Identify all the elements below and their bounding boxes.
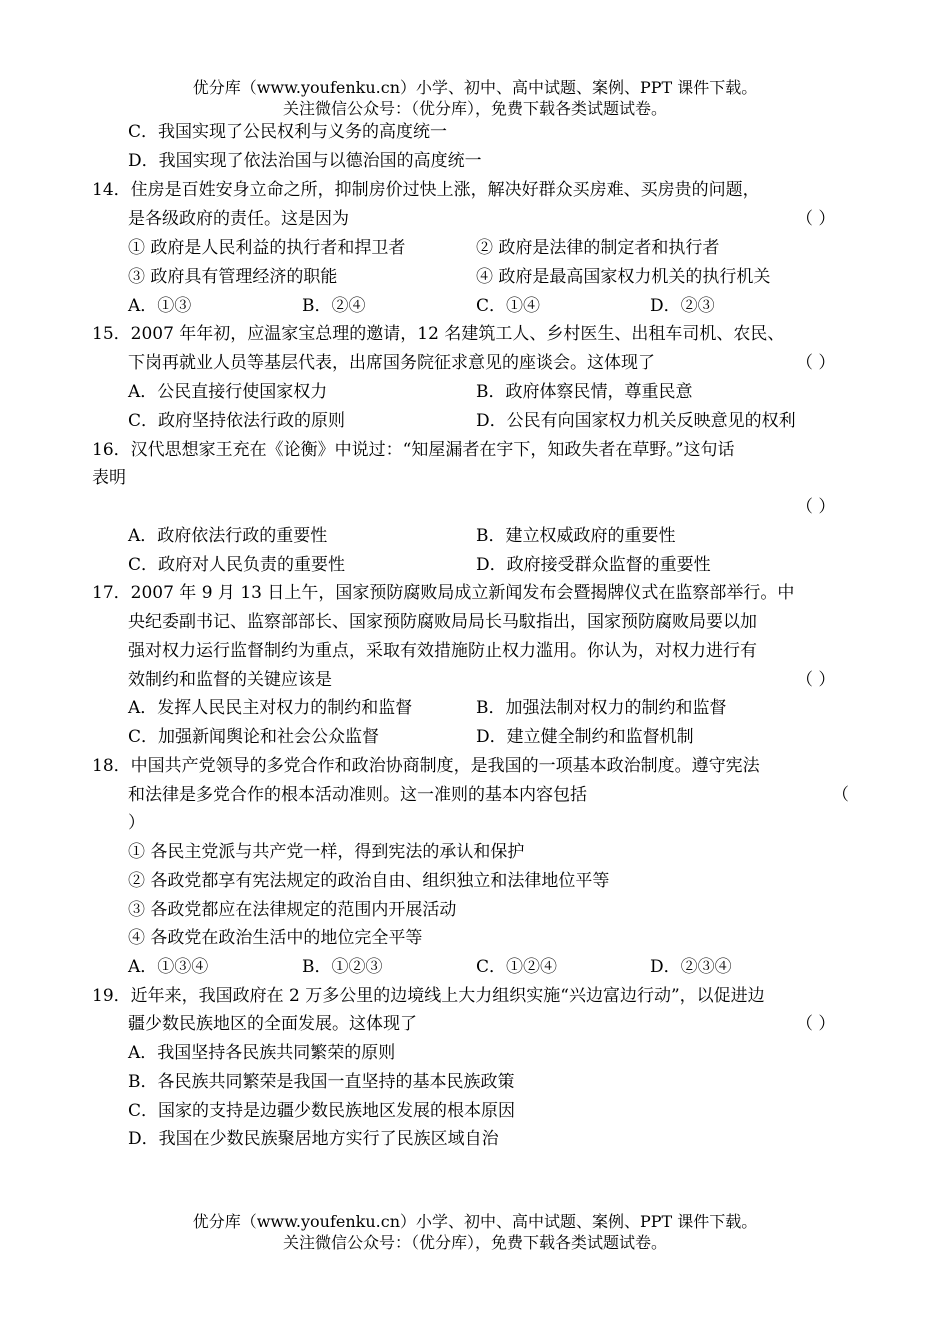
q18-option-c: C．①②④ bbox=[476, 957, 558, 977]
q19-option-c: C．国家的支持是边疆少数民族地区发展的根本原因 bbox=[128, 1101, 516, 1121]
q15-option-c: C．政府坚持依法行政的原则 bbox=[128, 411, 346, 431]
q18-option-a: A．①③④ bbox=[128, 957, 209, 977]
q18-option-b: B．①②③ bbox=[302, 957, 383, 977]
footer-line-1: 优分库（www.youfenku.cn）小学、初中、高中试题、案例、PPT 课件下载。 bbox=[192, 1212, 758, 1231]
q18-stem-line-2: 和法律是多党合作的根本活动准则。这一准则的基本内容包括 bbox=[128, 785, 587, 805]
q18-statement-2: ② 各政党都享有宪法规定的政治自由、组织独立和法律地位平等 bbox=[128, 871, 610, 891]
q15-stem-line-1: 15．2007 年年初，应温家宝总理的邀请，12 名建筑工人、乡村医生、出租车司机、农民、 bbox=[92, 324, 785, 344]
footer-line-2: 关注微信公众号：（优分库），免费下载各类试题试卷。 bbox=[282, 1233, 667, 1252]
q14-option-b: B．②④ bbox=[302, 296, 366, 316]
q15-option-d: D．公民有向国家权力机关反映意见的权利 bbox=[476, 411, 796, 431]
q16-stem-line-1: 16．汉代思想家王充在《论衡》中说过：“知屋漏者在宇下，知政失者在草野。”这句话 bbox=[92, 440, 735, 460]
q14-stem-line-1: 14．住房是百姓安身立命之所，抑制房价过快上涨，解决好群众买房难、买房贵的问题， bbox=[92, 180, 760, 200]
q17-stem-line-2: 央纪委副书记、监察部部长、国家预防腐败局局长马馼指出，国家预防腐败局要以加 bbox=[128, 612, 757, 632]
q16-answer-paren: （ ） bbox=[796, 497, 836, 517]
q18-statement-3: ③ 各政党都应在法律规定的范围内开展活动 bbox=[128, 900, 457, 920]
q19-option-a: A．我国坚持各民族共同繁荣的原则 bbox=[128, 1043, 396, 1063]
q19-stem-line-1: 19．近年来，我国政府在 2 万多公里的边境线上大力组织实施“兴边富边行动”，以促进边 bbox=[92, 986, 765, 1006]
q17-stem-line-1: 17．2007 年 9 月 13 日上午，国家预防腐败局成立新闻发布会暨揭牌仪式在监察部举行。中 bbox=[92, 583, 795, 603]
header-line-2: 关注微信公众号：（优分库），免费下载各类试题试卷。 bbox=[282, 99, 667, 118]
q14-statement-4: ④ 政府是最高国家权力机关的执行机关 bbox=[476, 267, 771, 287]
q18-statement-1: ① 各民主党派与共产党一样，得到宪法的承认和保护 bbox=[128, 842, 525, 862]
q17-stem-line-3: 强对权力运行监督制约为重点，采取有效措施防止权力滥用。你认为，对权力进行有 bbox=[128, 641, 757, 661]
q14-option-d: D．②③ bbox=[650, 296, 715, 316]
q17-option-d: D．建立健全制约和监督机制 bbox=[476, 727, 694, 747]
q17-answer-paren: （ ） bbox=[796, 670, 836, 690]
q19-stem-line-2: 疆少数民族地区的全面发展。这体现了 bbox=[128, 1014, 417, 1034]
q14-option-c: C．①④ bbox=[476, 296, 541, 316]
q17-option-c: C．加强新闻舆论和社会公众监督 bbox=[128, 727, 380, 747]
q18-paren-open: （ bbox=[832, 785, 849, 805]
q19-answer-paren: （ ） bbox=[796, 1014, 836, 1034]
q16-option-c: C．政府对人民负责的重要性 bbox=[128, 555, 346, 575]
q17-stem-line-4: 效制约和监督的关键应该是 bbox=[128, 670, 332, 690]
q16-option-a: A．政府依法行政的重要性 bbox=[128, 526, 328, 546]
q14-stem-line-2: 是各级政府的责任。这是因为 bbox=[128, 209, 349, 229]
q17-option-a: A．发挥人民民主对权力的制约和监督 bbox=[128, 698, 413, 718]
q15-option-b: B．政府体察民情，尊重民意 bbox=[476, 382, 693, 402]
q17-option-b: B．加强法制对权力的制约和监督 bbox=[476, 698, 727, 718]
q19-option-b: B．各民族共同繁荣是我国一直坚持的基本民族政策 bbox=[128, 1072, 515, 1092]
header-line-1: 优分库（www.youfenku.cn）小学、初中、高中试题、案例、PPT 课件下载。 bbox=[192, 78, 758, 97]
q15-option-a: A．公民直接行使国家权力 bbox=[128, 382, 328, 402]
q13-option-d: D．我国实现了依法治国与以德治国的高度统一 bbox=[128, 151, 482, 171]
q15-stem-line-2: 下岗再就业人员等基层代表，出席国务院征求意见的座谈会。这体现了 bbox=[128, 353, 655, 373]
q16-option-d: D．政府接受群众监督的重要性 bbox=[476, 555, 711, 575]
q14-statement-2: ② 政府是法律的制定者和执行者 bbox=[476, 238, 720, 258]
q14-answer-paren: （ ） bbox=[796, 209, 836, 229]
q18-paren-close: ） bbox=[128, 813, 145, 833]
q16-stem-line-2: 表明 bbox=[92, 468, 126, 488]
q19-option-d: D．我国在少数民族聚居地方实行了民族区域自治 bbox=[128, 1129, 499, 1149]
q13-option-c: C．我国实现了公民权利与义务的高度统一 bbox=[128, 122, 448, 142]
q18-option-d: D．②③④ bbox=[650, 957, 732, 977]
q14-statement-3: ③ 政府具有管理经济的职能 bbox=[128, 267, 338, 287]
q18-statement-4: ④ 各政党在政治生活中的地位完全平等 bbox=[128, 928, 423, 948]
q14-option-a: A．①③ bbox=[128, 296, 192, 316]
q14-statement-1: ① 政府是人民利益的执行者和捍卫者 bbox=[128, 238, 406, 258]
q18-stem-line-1: 18．中国共产党领导的多党合作和政治协商制度，是我国的一项基本政治制度。遵守宪法 bbox=[92, 756, 760, 776]
q16-option-b: B．建立权威政府的重要性 bbox=[476, 526, 676, 546]
q15-answer-paren: （ ） bbox=[796, 353, 836, 373]
